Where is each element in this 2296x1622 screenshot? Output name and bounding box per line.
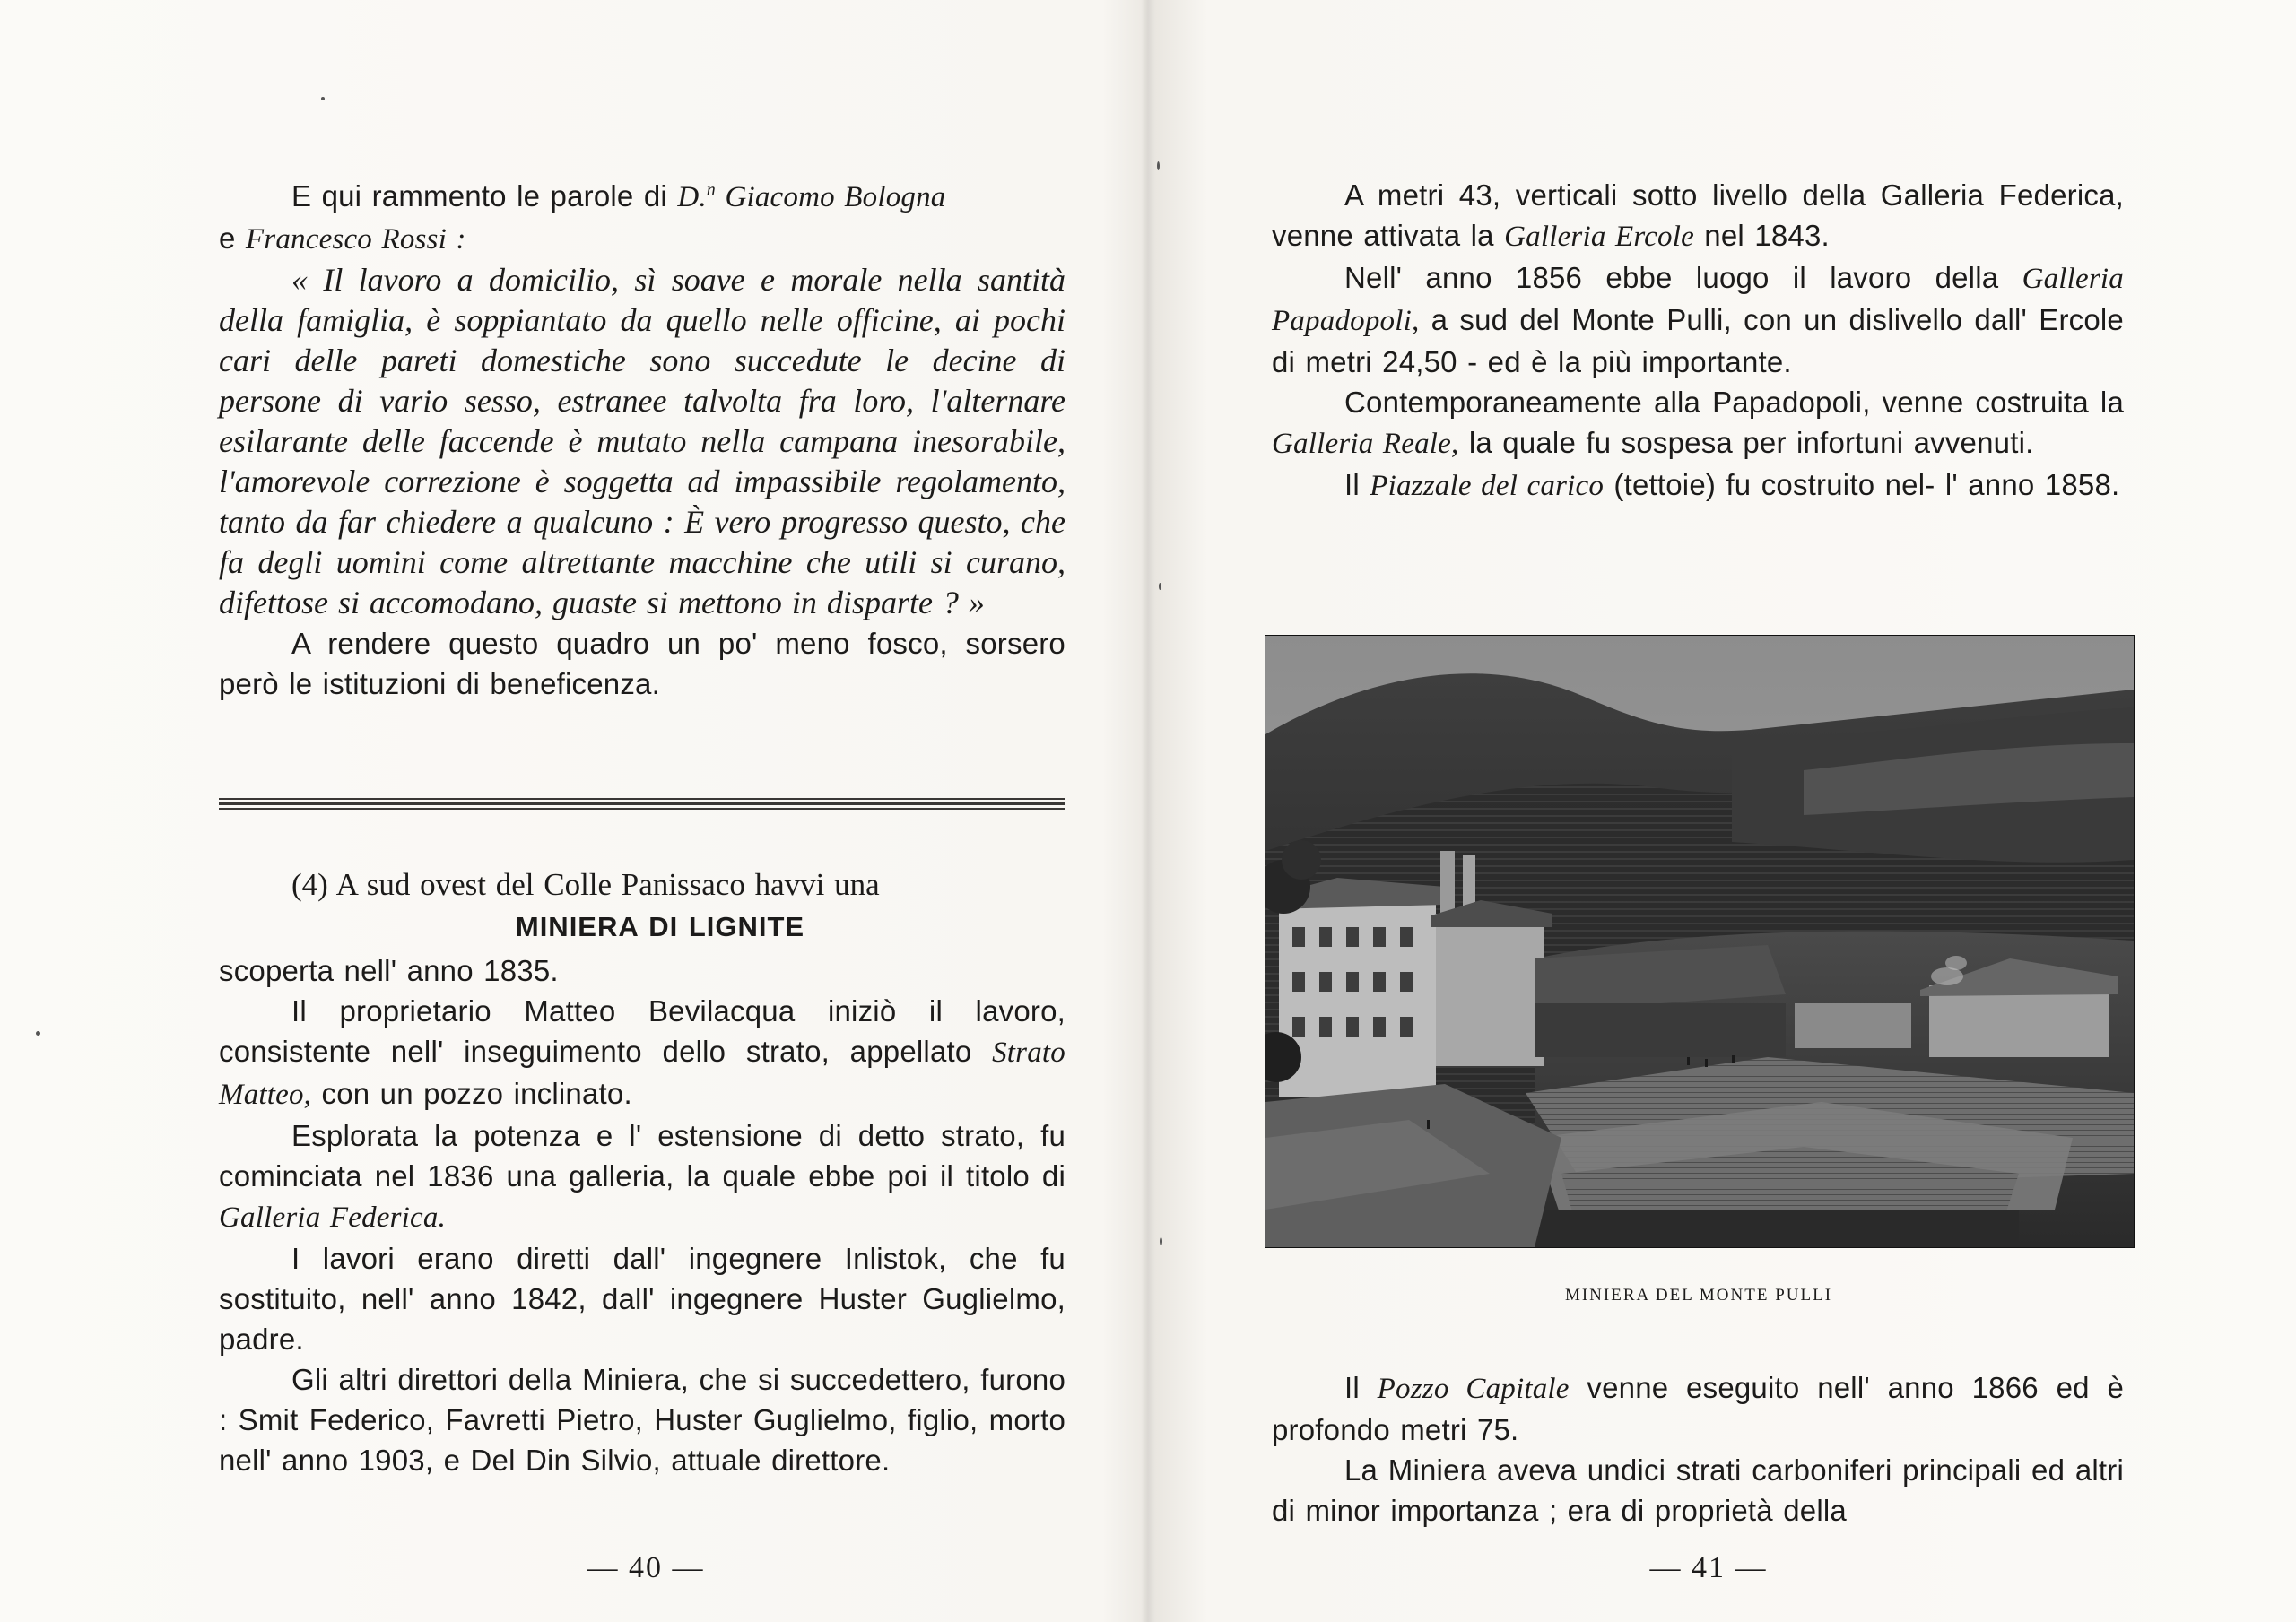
rp5-c: venne eseguito nell' anno 1866 ed è profondo metri 75. [1272, 1371, 2124, 1446]
right-bottom-text [1272, 1367, 2124, 1531]
title-abbrev: D. [677, 181, 707, 213]
book-gutter [1141, 0, 1155, 1622]
rp3-c: la quale fu sospesa per infortuni avvenuti. [1458, 426, 2034, 459]
section-divider [219, 796, 1065, 812]
footnote-intro: (4) A sud ovest del Colle Panissaco havvi una [291, 867, 880, 902]
scan-speck [321, 97, 325, 100]
left-page [0, 0, 1141, 1622]
rp1-c: nel 1843. [1693, 219, 1830, 252]
galleria-papadopoli: Galleria Papadopoli, [1272, 263, 2124, 337]
rp2-c: a sud del Monte Pulli, con un dislivello dall' Ercole di metri 24,50 - ed è la più importante. [1272, 303, 2124, 378]
rp2-a: Nell' anno 1856 ebbe luogo il lavoro della [1344, 261, 2022, 294]
scan-speck [1160, 1237, 1162, 1245]
right-paragraph-5 [1272, 1367, 2124, 1450]
galleria-ercole: Galleria Ercole [1504, 221, 1694, 253]
pozzo-capitale: Pozzo Capitale [1377, 1373, 1570, 1405]
left-top-text [219, 170, 1065, 704]
scan-speck [1157, 161, 1160, 170]
intro-paragraph [219, 170, 1065, 260]
photo-caption: MINIERA DEL MONTE PULLI [1564, 1286, 1833, 1305]
rp3-a: Contemporaneamente alla Papadopoli, venne costruita la [1344, 386, 2124, 419]
footnote-heading: MINIERA DI LIGNITE [515, 911, 805, 942]
title-abbrev-sup: n [706, 180, 716, 200]
strato-matteo: Strato Matteo, [219, 1037, 1065, 1111]
closing-paragraph: A rendere questo quadro un po' meno fosco, sorsero però le istituzioni di beneficenza. [219, 627, 1065, 700]
galleria-reale: Galleria Reale, [1272, 428, 1459, 460]
footnote-p2-text: Esplorata la potenza e l' estensione di detto strato, fu cominciata nel 1836 una galleria, la quale ebbe poi il titolo di [219, 1119, 1065, 1193]
mine-photograph [1265, 635, 2135, 1248]
footnote-p1-end: con un pozzo inclinato. [311, 1077, 632, 1110]
rp4-c: (tettoie) fu costruito nel- l' anno 1858. [1604, 468, 2120, 501]
piazzale-del-carico: Piazzale del carico [1370, 470, 1605, 502]
footnote-paragraph-2 [219, 1115, 1065, 1238]
photo-illustration [1265, 636, 2134, 1247]
right-paragraph-2 [1272, 257, 2124, 382]
author-name-1: Giacomo Bologna [716, 181, 946, 213]
page-number-left: — 40 — [587, 1551, 705, 1584]
right-top-text [1272, 175, 2124, 507]
rp4-a: Il [1344, 468, 1370, 501]
galleria-federica: Galleria Federica. [219, 1201, 447, 1234]
right-paragraph-6: La Miniera aveva undici strati carboniferi principali ed altri di minor importanza ; era di proprietà della [1272, 1453, 2124, 1527]
right-paragraph-1 [1272, 175, 2124, 257]
author-name-2: Francesco Rossi : [245, 223, 466, 256]
intro-text: E qui rammento le parole di [291, 179, 678, 213]
footnote-paragraph-3: I lavori erano diretti dall' ingegnere Inlistok, che fu sostituito, nell' anno 1842, dall' ingegnere Huster Guglielmo, padre. [219, 1242, 1065, 1356]
right-paragraph-4 [1272, 464, 2124, 507]
discovery-line: scoperta nell' anno 1835. [219, 954, 559, 987]
scan-speck [1159, 583, 1161, 590]
scan-speck [36, 1031, 40, 1036]
conjunction: e [219, 221, 246, 255]
footnote-paragraph-4: Gli altri direttori della Miniera, che si succedettero, furono : Smit Federico, Favretti Pietro, Huster Guglielmo, figlio, morto nell' anno 1903, e Del Din Silvio, attuale direttore. [219, 1363, 1065, 1477]
footnote-block [219, 864, 1065, 1480]
quotation: « Il lavoro a domicilio, sì soave e morale nella santità della famiglia, è soppiantato da quello nelle officine, ai pochi cari delle pareti domestiche sono succedute le decine di persone di vario sesso, estranee talvolta fra loro, l'alternare esilarante delle faccende è mutato nella campana inesorabile, l'amorevole correzione è soggetta ad impassibile regolamento, tanto da far chiedere a qualcuno : È vero progresso questo, che fa degli uomini come altrettante macchine che utili si curano, difettose si accomodano, guaste si mettono in disparte ? » [219, 262, 1065, 620]
footnote-p1-text: Il proprietario Matteo Bevilacqua iniziò il lavoro, consistente nell' inseguimento dello strato, appellato [219, 994, 1065, 1068]
page-number-right: — 41 — [1649, 1551, 1768, 1584]
right-paragraph-3 [1272, 382, 2124, 464]
rp5-a: Il [1344, 1371, 1378, 1404]
rp1-a: A metri 43, verticali sotto livello della Galleria Federica, venne attivata la [1272, 178, 2124, 252]
footnote-paragraph-1 [219, 991, 1065, 1115]
